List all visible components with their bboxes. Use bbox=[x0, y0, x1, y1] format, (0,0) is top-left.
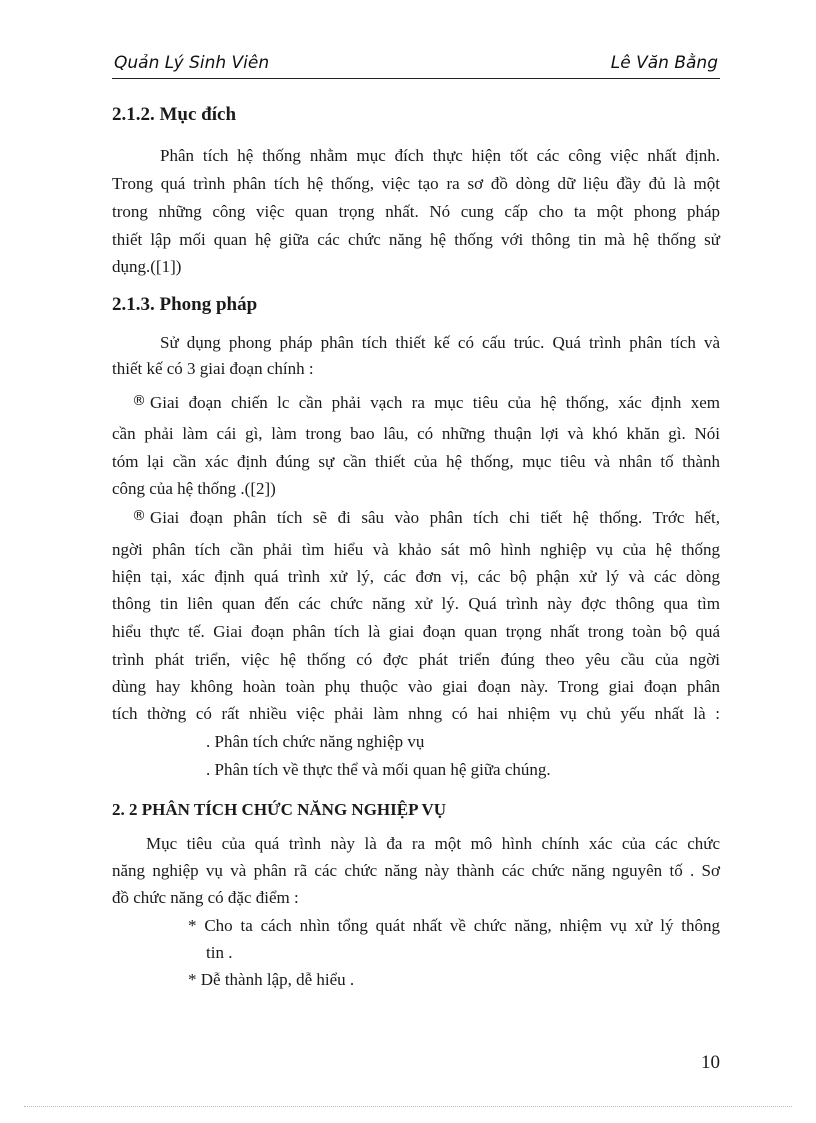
paragraph-line: Mục tiêu của quá trình này là đa ra một mô hình chính xác của các chức bbox=[146, 834, 720, 853]
bullet-text: Giai đoạn phân tích sẽ đi sâu vào phân tích chi tiết hệ thống. Trớc hết, bbox=[150, 508, 720, 527]
star-item: * Cho ta cách nhìn tổng quát nhất về chức năng, nhiệm vụ xử lý thông bbox=[188, 916, 720, 935]
bullet-text: Giai đoạn chiến lc cần phải vạch ra mục tiêu của hệ thống, xác định xem bbox=[150, 393, 720, 412]
paragraph-line: ngời phân tích cần phải tìm hiểu và khảo sát mô hình nghiệp vụ của hệ thống bbox=[112, 540, 720, 559]
registered-mark-icon: ® bbox=[132, 393, 146, 409]
paragraph-line: hiểu thực tế. Giai đoạn phân tích là giai đoạn quan trọng nhất trong toàn bộ quá bbox=[112, 622, 720, 641]
paragraph-line: Sử dụng phong pháp phân tích thiết kế có cấu trúc. Quá trình phân tích và bbox=[160, 333, 720, 352]
running-header bbox=[112, 50, 720, 79]
page-number: 10 bbox=[701, 1052, 720, 1073]
paragraph-line: công của hệ thống .([2]) bbox=[112, 479, 276, 498]
paragraph-line: dụng.([1]) bbox=[112, 257, 182, 276]
header-left-title: Quản Lý Sinh Viên bbox=[114, 53, 270, 73]
paragraph-line: hiện tại, xác định quá trình xử lý, các đơn vị, các bộ phận xử lý và các dòng bbox=[112, 567, 720, 586]
paragraph-line: dùng hay không hoàn toàn phụ thuộc vào giai đoạn này. Trong giai đoạn phân bbox=[112, 677, 720, 696]
bullet-line bbox=[132, 393, 720, 413]
heading-2-1-3: 2.1.3. Phong pháp bbox=[112, 294, 258, 315]
heading-2-2: 2. 2 PHÂN TÍCH CHỨC NĂNG NGHIỆP VỤ bbox=[112, 800, 447, 819]
star-item-continuation: tin . bbox=[206, 943, 233, 962]
heading-2-1-2: 2.1.2. Mục đích bbox=[112, 104, 237, 125]
paragraph-line: trình phát triển, việc hệ thống có đợc phát triển đúng theo yêu cầu của ngời bbox=[112, 650, 720, 669]
paragraph-line: tích thờng có rất nhiều việc phải làm nhng có hai nhiệm vụ chủ yếu nhất là : bbox=[112, 704, 720, 723]
registered-mark-icon: ® bbox=[132, 508, 146, 524]
paragraph-line: thiết lập mối quan hệ giữa các chức năng hệ thống với thông tin mà hệ thống sử bbox=[112, 230, 720, 249]
paragraph-line: năng nghiệp vụ và phân rã các chức năng này thành các chức năng nguyên tố . Sơ bbox=[112, 861, 720, 880]
paragraph-line: thiết kế có 3 giai đoạn chính : bbox=[112, 359, 314, 378]
paragraph-line: cần phải làm cái gì, làm trong bao lâu, có những thuận lợi và khó khăn gì. Nói bbox=[112, 424, 720, 443]
paragraph-line: Trong quá trình phân tích hệ thống, việc tạo ra sơ đồ dòng dữ liệu đầy đủ là một bbox=[112, 174, 720, 193]
paragraph-line: Phân tích hệ thống nhằm mục đích thực hiện tốt các công việc nhất định. bbox=[160, 146, 720, 165]
bullet-line bbox=[132, 508, 720, 528]
task-item: . Phân tích chức năng nghiệp vụ bbox=[206, 732, 425, 751]
paragraph-line: thông tin liên quan đến các chức năng xử lý. Quá trình này đợc thông qua tìm bbox=[112, 594, 720, 613]
paragraph-line: tóm lại cần xác định đúng sự cần thiết của hệ thống, mục tiêu và nhân tố thành bbox=[112, 452, 720, 471]
footer-divider bbox=[24, 1106, 792, 1107]
paragraph-line: đồ chức năng có đặc điểm : bbox=[112, 888, 299, 907]
paragraph-line: trong những công việc quan trọng nhất. Nó cung cấp cho ta một phong pháp bbox=[112, 202, 720, 221]
header-right-author: Lê Văn Bằng bbox=[610, 53, 718, 73]
star-item: * Dễ thành lập, dễ hiểu . bbox=[188, 970, 355, 989]
task-item: . Phân tích về thực thể và mối quan hệ giữa chúng. bbox=[206, 760, 551, 779]
